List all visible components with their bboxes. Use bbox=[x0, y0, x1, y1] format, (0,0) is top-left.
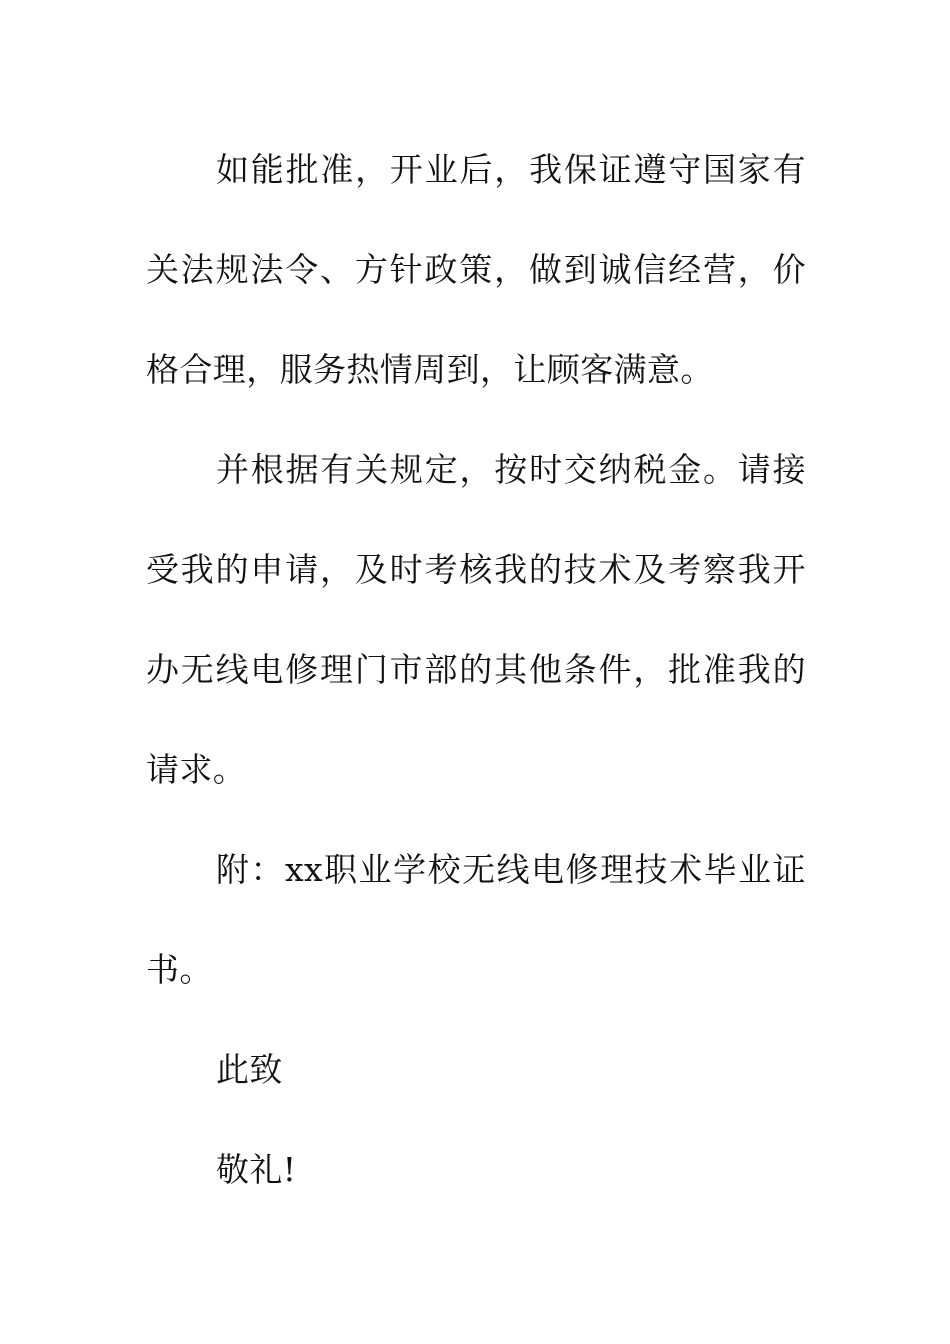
paragraph-commitment: 如能批准，开业后，我保证遵守国家有关法规法令、方针政策，做到诚信经营，价格合理，服务热情周到，让顾客满意。 bbox=[146, 150, 806, 389]
paragraph-attachment: 附：xx职业学校无线电修理技术毕业证书。 bbox=[146, 850, 806, 989]
closing-regards: 敬礼! bbox=[216, 1150, 297, 1189]
closing-salutation: 此致 bbox=[216, 1050, 283, 1089]
paragraph-request: 并根据有关规定，按时交纳税金。请接受我的申请，及时考核我的技术及考察我开办无线电修理门市部的其他条件，批准我的请求。 bbox=[146, 450, 806, 789]
document-body bbox=[146, 120, 806, 1220]
